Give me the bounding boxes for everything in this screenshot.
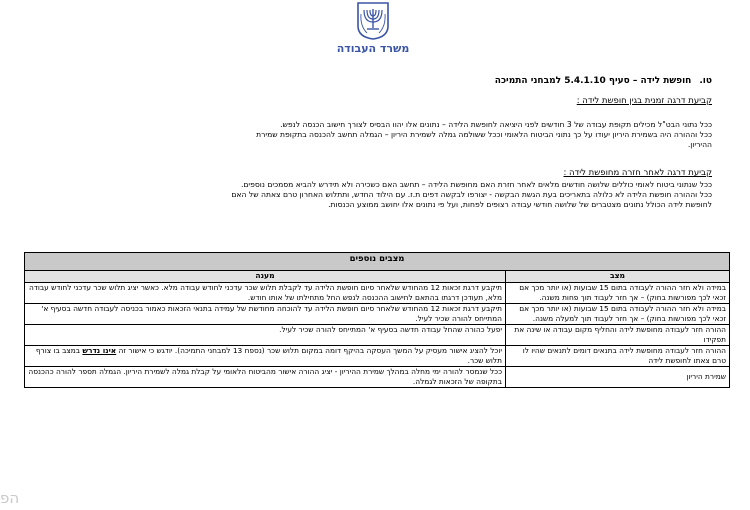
ministry-name: משרד העבודה: [336, 42, 410, 55]
answer-text: יוכל להציג אישור מעסיק על המשך העסקה בהיקף דומה במקום תלוש שכר (נספח 13 למבחני התמיכה). יודגש כי אישור זה: [116, 346, 502, 355]
paragraph-line: ההיריון.: [687, 140, 712, 149]
answer-text: ככל שנמסר להורה ימי מחלה במהלך שמירת ההיריון - יציג ההורה אישור מהביטוח הלאומי על קבלת גמלה לשמירת היריון. הגמלה תספר להורה כהכנסה בתקופה של הזכאות לגמלה.: [28, 367, 502, 386]
additional-situations-table: [24, 252, 730, 388]
table-row: [25, 346, 730, 367]
subsection-heading-return: קביעת דרגה לאחר חזרה מחופשת לידה :: [563, 168, 712, 178]
paragraph-line: ככל שנתוני ביטוח לאומי כוללים שלושה חודשים מלאים לאחר חזרת האם מחופשת הלידה – תחשב האם כשכירה ולא תידרש להביא מסמכים נוספים.: [240, 180, 712, 189]
subsection-paragraph-temporary: [12, 120, 712, 150]
paragraph-line: לחופשת לידה הכולל נתונים מצטברים של שלושה חודשי עבודה רצופים לפחות, ועל פי נתונים אלו יחושב ממוצע הכנסות.: [328, 200, 712, 209]
answer-cell: [25, 325, 506, 346]
state-cell: במידה ולא חזר ההורה לעבודה בתום 15 שבועות (או יותר מכך אם זכאי לכך מפורשות בחוק) – אך חזר לעבוד תוך למעלה משנה.: [506, 304, 730, 325]
answer-cell: [25, 367, 506, 388]
table-row: [25, 367, 730, 388]
column-header-answer: מענה: [25, 271, 506, 283]
table-row: [25, 304, 730, 325]
answer-text: תיקבע דרגת זכאות 12 מהחודש שלאחר סיום חופשת הלידה עד להוכחה מחודשת של עמידה בתנאי הזכאות כאמור בכניסה לעבודה חדשה בסעיף א' המתייחס להורה שכיר לעיל.: [41, 304, 502, 323]
subsection-paragraph-return: [12, 180, 712, 210]
state-cell: שמירת היריון: [506, 367, 730, 388]
answer-text: במצב בו צורף תלוש שכר.: [35, 346, 502, 365]
page-footer-fragment: הפ: [0, 489, 20, 507]
column-header-state: מצב: [506, 271, 730, 283]
answer-cell: [25, 346, 506, 367]
answer-cell: [25, 283, 506, 304]
emphasis-text: אינו נדרש: [82, 346, 117, 355]
paragraph-line: ככל נתוני הבט"ל מכילים תקופת עבודה של 3 חודשים לפני היציאה לחופשת הלידה – נתונים אלו יהוו הבסיס לצורך חישוב הכנסה לנפש.: [280, 120, 712, 129]
answer-text: יפעל כהורה שהחל עבודה חדשה בסעיף א' המתייחס להורה שכיר לעיל.: [279, 325, 502, 334]
answer-cell: [25, 304, 506, 325]
section-number: טו.: [699, 76, 712, 86]
answer-text: תיקבע דרגת זכאות 12 מהחודש שלאחר סיום חופשת הלידה עד לקבלת תלוש שכר עדכני לחודש עבודה מלא. כאשר יציג תלוש שכר עדכני לחודש עבודה מלא, תעודכן דרגתו בהתאם לחישוב ההכנסה לנפש החל מתחילתו של אותו חודש.: [28, 283, 502, 302]
state-cell: ההורה חזר לעבודה מחופשת לידה והחליף מקום עבודה או שינה את תפקידו: [506, 325, 730, 346]
table-title: מצבים נוספים: [25, 253, 730, 271]
section-heading: [495, 76, 712, 86]
table-row: [25, 283, 730, 304]
menorah-emblem-icon: [355, 0, 391, 40]
table-body: [25, 283, 730, 388]
table-row: [25, 325, 730, 346]
paragraph-line: ככל וההורה היה בשמירת היריון יעודו על כך נתוני הביטוח הלאומי וככל ששולמה גמלה לשמירת היריון – הגמלה תחשב להכנסה בתקופת שמירת: [256, 130, 712, 139]
section-title: חופשת לידה – סעיף 5.4.1.10 למבחני התמיכה: [494, 76, 692, 86]
state-cell: ההורה חזר לעבודה מחופשת לידה בתנאים דומים לתנאים שהיו לו טרם צאתו לחופשת לידה: [506, 346, 730, 367]
state-cell: במידה ולא חזר ההורה לעבודה בתום 15 שבועות (או יותר מכך אם זכאי לכך מפורשות בחוק) – אך חזר לעבוד תוך פחות משנה.: [506, 283, 730, 304]
paragraph-line: ככל וההורה חופשת הלידה לא כלולה בתאריכים בעת הגשת הבקשה - יצורפו לבקשה דפים ת.ז. עם הילוד החדש, ותתלוש האחרון טרם צאתה של האם: [231, 190, 712, 199]
subsection-heading-temporary: קביעת דרגה זמנית בגין חופשת לידה :: [576, 96, 712, 106]
